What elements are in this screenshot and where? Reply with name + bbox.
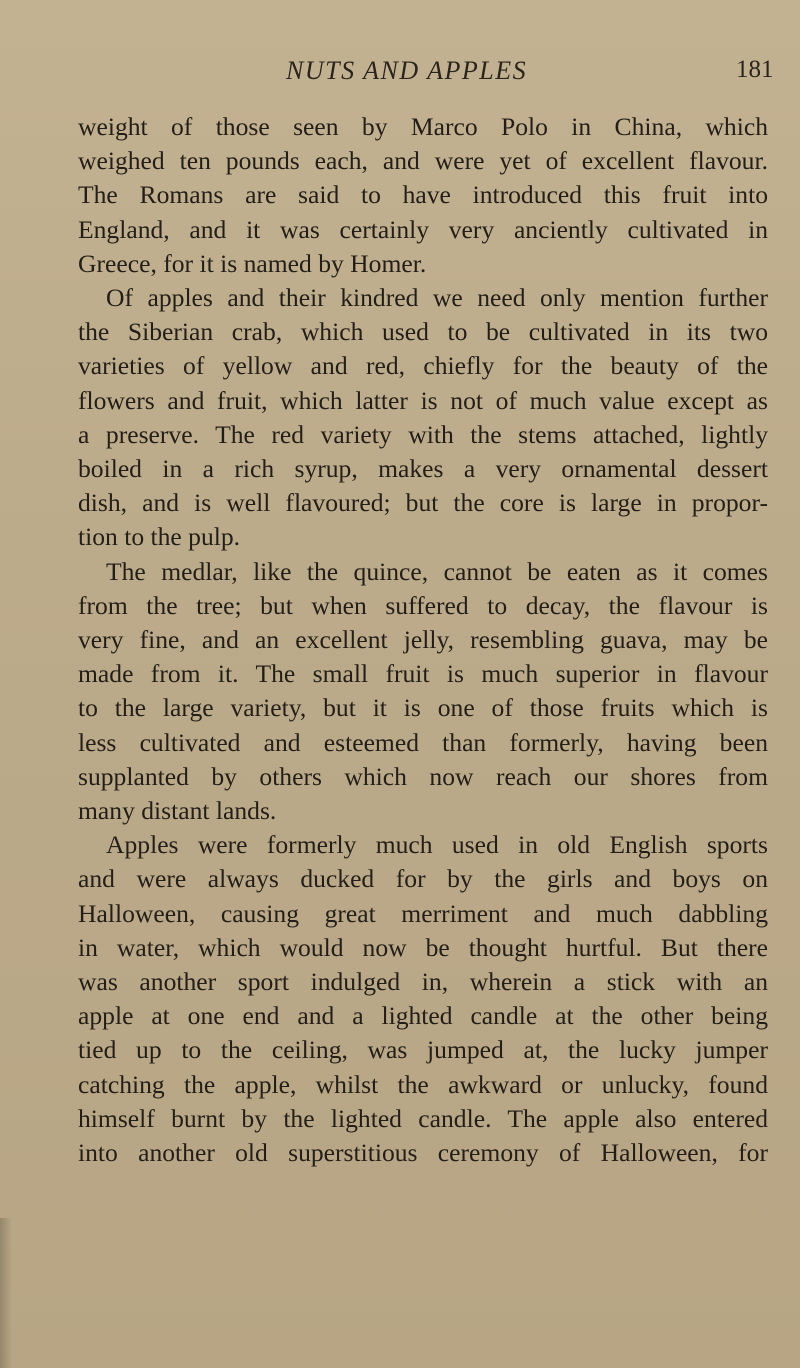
text-line: varieties of yellow and red, chiefly for the beauty of the: [78, 351, 768, 381]
running-title: NUTS AND APPLES: [286, 56, 528, 85]
text-line: Halloween, causing great merriment and much dabbling: [78, 898, 768, 928]
text-line: England, and it was certainly very anciently cultivated in: [78, 214, 768, 244]
text-line: very fine, and an excellent jelly, resembling guava, may be: [78, 625, 768, 655]
body-text: [78, 110, 768, 1170]
text-line: The medlar, like the quince, cannot be eaten as it comes: [106, 556, 768, 586]
text-line: The Romans are said to have introduced this fruit into: [78, 180, 768, 210]
text-line: Greece, for it is named by Homer.: [78, 248, 427, 278]
text-line: boiled in a rich syrup, makes a very ornamental dessert: [78, 454, 768, 484]
text-line: catching the apple, whilst the awkward or unlucky, found: [78, 1069, 768, 1099]
text-line: the Siberian crab, which used to be cultivated in its two: [78, 317, 768, 347]
page-number: 181: [736, 56, 774, 83]
text-line: himself burnt by the lighted candle. The apple also entered: [78, 1103, 768, 1133]
text-line: supplanted by others which now reach our shores from: [78, 761, 768, 791]
text-line: tied up to the ceiling, was jumped at, the lucky jumper: [78, 1035, 768, 1065]
text-line: from the tree; but when suffered to decay, the flavour is: [78, 590, 768, 620]
text-line: apple at one end and a lighted candle at the other being: [78, 1001, 768, 1031]
text-line: in water, which would now be thought hurtful. But there: [78, 932, 768, 962]
text-line: tion to the pulp.: [78, 522, 241, 552]
text-line: less cultivated and esteemed than formerly, having been: [78, 727, 768, 757]
text-line: weighed ten pounds each, and were yet of excellent flavour.: [78, 146, 768, 176]
text-line: Of apples and their kindred we need only mention further: [106, 283, 768, 313]
running-head: [0, 56, 800, 92]
text-line: Apples were formerly much used in old English sports: [106, 830, 768, 860]
text-line: many distant lands.: [78, 796, 277, 826]
page-edge-shadow: [0, 1218, 12, 1368]
text-line: was another sport indulged in, wherein a stick with an: [78, 967, 768, 997]
text-line: flowers and fruit, which latter is not of much value except as: [78, 385, 768, 415]
text-line: made from it. The small fruit is much superior in flavour: [78, 659, 768, 689]
text-line: and were always ducked for by the girls and boys on: [78, 864, 768, 894]
text-line: weight of those seen by Marco Polo in China, which: [78, 112, 768, 141]
text-line: a preserve. The red variety with the stems attached, lightly: [78, 419, 768, 449]
text-line: dish, and is well flavoured; but the core is large in propor-: [78, 488, 768, 518]
text-line: to the large variety, but it is one of those fruits which is: [78, 693, 768, 723]
text-line: into another old superstitious ceremony of Halloween, for: [78, 1138, 768, 1168]
